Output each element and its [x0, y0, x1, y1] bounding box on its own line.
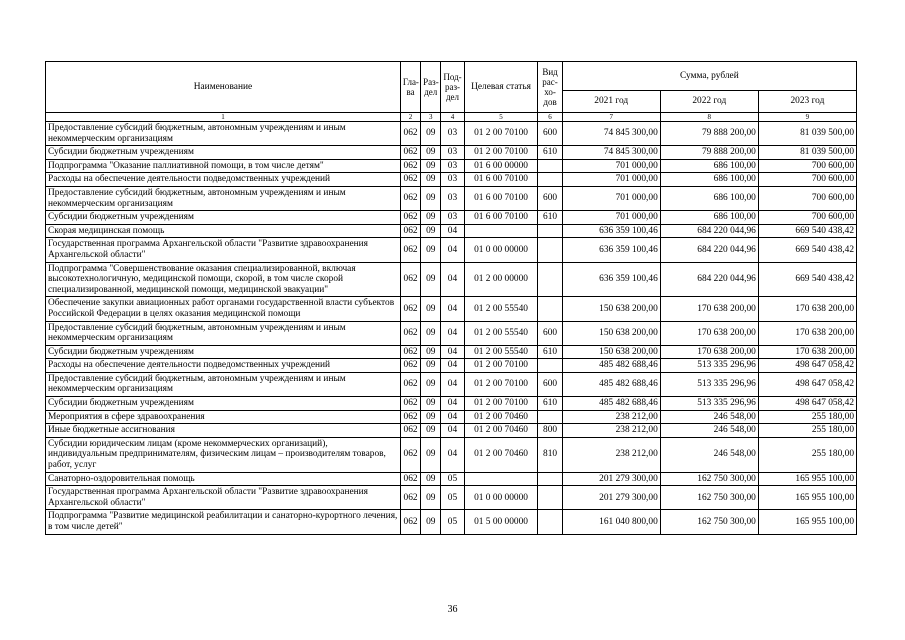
sum-2023-cell: 669 540 438,42: [758, 224, 856, 238]
razdel-cell: 09: [421, 122, 441, 146]
sum-2023-cell: 700 600,00: [758, 186, 856, 210]
vid-rashodov-cell: 610: [538, 146, 562, 160]
podrazdel-cell: 03: [441, 211, 464, 225]
sum-2022-cell: 170 638 200,00: [660, 297, 758, 321]
celevaya-statya-cell: 01 6 00 00000: [464, 159, 538, 173]
podrazdel-cell: 04: [441, 359, 464, 373]
vid-rashodov-cell: [538, 173, 562, 187]
razdel-cell: 09: [421, 410, 441, 424]
header-year-2023: 2023 год: [758, 91, 856, 113]
vid-rashodov-cell: 600: [538, 372, 562, 396]
glava-cell: 062: [400, 397, 420, 411]
celevaya-statya-cell: 01 6 00 70100: [464, 186, 538, 210]
column-numbers-row: [46, 113, 857, 122]
row-name-cell: Предоставление субсидий бюджетным, автономным учреждениям и иным некоммерческим организациям: [46, 372, 401, 396]
razdel-cell: 09: [421, 262, 441, 297]
sum-2022-cell: 686 100,00: [660, 186, 758, 210]
podrazdel-cell: 05: [441, 486, 464, 510]
sum-2022-cell: 79 888 200,00: [660, 122, 758, 146]
vid-rashodov-cell: [538, 359, 562, 373]
podrazdel-cell: 04: [441, 321, 464, 345]
sum-2023-cell: 165 955 100,00: [758, 486, 856, 510]
razdel-cell: 09: [421, 211, 441, 225]
table-row: [46, 345, 857, 359]
vid-rashodov-cell: [538, 238, 562, 262]
razdel-cell: 09: [421, 472, 441, 486]
podrazdel-cell: 04: [441, 224, 464, 238]
celevaya-statya-cell: 01 2 00 00000: [464, 262, 538, 297]
table-row: [46, 410, 857, 424]
sum-2023-cell: 700 600,00: [758, 211, 856, 225]
razdel-cell: 09: [421, 486, 441, 510]
glava-cell: 062: [400, 146, 420, 160]
row-name-cell: Подпрограмма "Оказание паллиативной помощи, в том числе детям": [46, 159, 401, 173]
sum-2021-cell: 74 845 300,00: [562, 122, 660, 146]
vid-rashodov-cell: [538, 472, 562, 486]
sum-2023-cell: 498 647 058,42: [758, 359, 856, 373]
sum-2021-cell: 636 359 100,46: [562, 262, 660, 297]
sum-2021-cell: 150 638 200,00: [562, 345, 660, 359]
sum-2021-cell: 238 212,00: [562, 437, 660, 472]
row-name-cell: Государственная программа Архангельской области "Развитие здравоохранения Архангельской области": [46, 238, 401, 262]
row-name-cell: Скорая медицинская помощь: [46, 224, 401, 238]
vid-rashodov-cell: [538, 486, 562, 510]
razdel-cell: 09: [421, 186, 441, 210]
column-number: 3: [421, 113, 441, 122]
razdel-cell: 09: [421, 159, 441, 173]
sum-2021-cell: 636 359 100,46: [562, 238, 660, 262]
sum-2023-cell: 700 600,00: [758, 173, 856, 187]
row-name-cell: Мероприятия в сфере здравоохранения: [46, 410, 401, 424]
sum-2023-cell: 498 647 058,42: [758, 397, 856, 411]
razdel-cell: 09: [421, 424, 441, 438]
vid-rashodov-cell: 600: [538, 186, 562, 210]
row-name-cell: Предоставление субсидий бюджетным, автономным учреждениям и иным некоммерческим организациям: [46, 186, 401, 210]
glava-cell: 062: [400, 186, 420, 210]
celevaya-statya-cell: 01 2 00 55540: [464, 345, 538, 359]
header-podrazdel: Под-раз-дел: [441, 62, 464, 113]
sum-2021-cell: 74 845 300,00: [562, 146, 660, 160]
row-name-cell: Обеспечение закупки авиационных работ органами государственной власти субъектов Российской Федерации в целях оказания медицинской помощи: [46, 297, 401, 321]
row-name-cell: Санаторно-оздоровительная помощь: [46, 472, 401, 486]
vid-rashodov-cell: [538, 262, 562, 297]
sum-2021-cell: 701 000,00: [562, 186, 660, 210]
sum-2022-cell: 513 335 296,96: [660, 397, 758, 411]
row-name-cell: Государственная программа Архангельской области "Развитие здравоохранения Архангельской области": [46, 486, 401, 510]
row-name-cell: Расходы на обеспечение деятельности подведомственных учреждений: [46, 359, 401, 373]
row-name-cell: Расходы на обеспечение деятельности подведомственных учреждений: [46, 173, 401, 187]
sum-2021-cell: 150 638 200,00: [562, 321, 660, 345]
table-row: [46, 122, 857, 146]
vid-rashodov-cell: [538, 224, 562, 238]
razdel-cell: 09: [421, 359, 441, 373]
sum-2021-cell: 150 638 200,00: [562, 297, 660, 321]
vid-rashodov-cell: 810: [538, 437, 562, 472]
sum-2022-cell: 684 220 044,96: [660, 238, 758, 262]
sum-2023-cell: 700 600,00: [758, 159, 856, 173]
sum-2023-cell: 165 955 100,00: [758, 472, 856, 486]
celevaya-statya-cell: 01 6 00 70100: [464, 211, 538, 225]
sum-2021-cell: 201 279 300,00: [562, 486, 660, 510]
header-summa: Сумма, рублей: [562, 62, 856, 91]
table-row: [46, 359, 857, 373]
vid-rashodov-cell: 610: [538, 211, 562, 225]
vid-rashodov-cell: [538, 410, 562, 424]
podrazdel-cell: 05: [441, 472, 464, 486]
glava-cell: 062: [400, 437, 420, 472]
table-body: [46, 113, 857, 535]
table-row: [46, 159, 857, 173]
table-row: [46, 424, 857, 438]
podrazdel-cell: 04: [441, 262, 464, 297]
sum-2022-cell: 162 750 300,00: [660, 486, 758, 510]
sum-2021-cell: 238 212,00: [562, 410, 660, 424]
table-row: [46, 472, 857, 486]
podrazdel-cell: 03: [441, 159, 464, 173]
glava-cell: 062: [400, 238, 420, 262]
column-number: 9: [758, 113, 856, 122]
glava-cell: 062: [400, 122, 420, 146]
glava-cell: 062: [400, 321, 420, 345]
podrazdel-cell: 03: [441, 146, 464, 160]
celevaya-statya-cell: 01 2 00 70460: [464, 410, 538, 424]
sum-2022-cell: 162 750 300,00: [660, 510, 758, 534]
header-vid-rashodov: Вид рас-хо-дов: [538, 62, 562, 113]
sum-2022-cell: 686 100,00: [660, 159, 758, 173]
razdel-cell: 09: [421, 397, 441, 411]
razdel-cell: 09: [421, 224, 441, 238]
table-header: [46, 62, 857, 113]
column-number: 5: [464, 113, 538, 122]
celevaya-statya-cell: 01 2 00 70460: [464, 424, 538, 438]
podrazdel-cell: 03: [441, 186, 464, 210]
celevaya-statya-cell: 01 2 00 70100: [464, 122, 538, 146]
podrazdel-cell: 04: [441, 424, 464, 438]
razdel-cell: 09: [421, 437, 441, 472]
glava-cell: 062: [400, 410, 420, 424]
podrazdel-cell: 04: [441, 410, 464, 424]
podrazdel-cell: 03: [441, 122, 464, 146]
sum-2022-cell: 246 548,00: [660, 437, 758, 472]
sum-2022-cell: 162 750 300,00: [660, 472, 758, 486]
sum-2021-cell: 485 482 688,46: [562, 372, 660, 396]
celevaya-statya-cell: [464, 472, 538, 486]
glava-cell: 062: [400, 472, 420, 486]
celevaya-statya-cell: 01 6 00 70100: [464, 173, 538, 187]
sum-2021-cell: 485 482 688,46: [562, 359, 660, 373]
celevaya-statya-cell: 01 2 00 55540: [464, 297, 538, 321]
table-row: [46, 146, 857, 160]
sum-2023-cell: 170 638 200,00: [758, 321, 856, 345]
podrazdel-cell: 04: [441, 345, 464, 359]
glava-cell: 062: [400, 424, 420, 438]
podrazdel-cell: 04: [441, 372, 464, 396]
sum-2021-cell: 161 040 800,00: [562, 510, 660, 534]
vid-rashodov-cell: [538, 510, 562, 534]
sum-2022-cell: 170 638 200,00: [660, 321, 758, 345]
glava-cell: 062: [400, 372, 420, 396]
glava-cell: 062: [400, 159, 420, 173]
sum-2022-cell: 684 220 044,96: [660, 224, 758, 238]
celevaya-statya-cell: 01 2 00 55540: [464, 321, 538, 345]
razdel-cell: 09: [421, 297, 441, 321]
glava-cell: 062: [400, 345, 420, 359]
razdel-cell: 09: [421, 510, 441, 534]
celevaya-statya-cell: 01 2 00 70100: [464, 372, 538, 396]
glava-cell: 062: [400, 486, 420, 510]
razdel-cell: 09: [421, 173, 441, 187]
table-row: [46, 437, 857, 472]
sum-2022-cell: 513 335 296,96: [660, 359, 758, 373]
glava-cell: 062: [400, 224, 420, 238]
table-row: [46, 173, 857, 187]
row-name-cell: Субсидии бюджетным учреждениям: [46, 345, 401, 359]
podrazdel-cell: 04: [441, 437, 464, 472]
glava-cell: 062: [400, 173, 420, 187]
header-name: Наименование: [46, 62, 401, 113]
header-celevaya-statya: Целевая статья: [464, 62, 538, 113]
razdel-cell: 09: [421, 345, 441, 359]
row-name-cell: Подпрограмма "Развитие медицинской реабилитации и санаторно-курортного лечения, в том числе детей": [46, 510, 401, 534]
sum-2023-cell: 255 180,00: [758, 424, 856, 438]
podrazdel-cell: 04: [441, 238, 464, 262]
sum-2022-cell: 170 638 200,00: [660, 345, 758, 359]
sum-2022-cell: 513 335 296,96: [660, 372, 758, 396]
sum-2023-cell: 170 638 200,00: [758, 297, 856, 321]
table-row: [46, 211, 857, 225]
razdel-cell: 09: [421, 238, 441, 262]
celevaya-statya-cell: 01 0 00 00000: [464, 486, 538, 510]
sum-2022-cell: 246 548,00: [660, 410, 758, 424]
column-number: 7: [562, 113, 660, 122]
budget-table: [45, 61, 857, 535]
row-name-cell: Иные бюджетные ассигнования: [46, 424, 401, 438]
table-row: [46, 486, 857, 510]
table-row: [46, 372, 857, 396]
table-row: [46, 510, 857, 534]
sum-2023-cell: 81 039 500,00: [758, 122, 856, 146]
celevaya-statya-cell: 01 2 00 70100: [464, 146, 538, 160]
glava-cell: 062: [400, 510, 420, 534]
celevaya-statya-cell: [464, 224, 538, 238]
sum-2021-cell: 636 359 100,46: [562, 224, 660, 238]
table-row: [46, 238, 857, 262]
razdel-cell: 09: [421, 321, 441, 345]
vid-rashodov-cell: 610: [538, 345, 562, 359]
sum-2023-cell: 81 039 500,00: [758, 146, 856, 160]
table-row: [46, 321, 857, 345]
sum-2021-cell: 701 000,00: [562, 173, 660, 187]
glava-cell: 062: [400, 211, 420, 225]
sum-2023-cell: 255 180,00: [758, 437, 856, 472]
sum-2023-cell: 165 955 100,00: [758, 510, 856, 534]
row-name-cell: Субсидии юридическим лицам (кроме некоммерческих организаций), индивидуальным предпринимателям, физическим лицам – производителям товаров, работ, услуг: [46, 437, 401, 472]
sum-2023-cell: 170 638 200,00: [758, 345, 856, 359]
column-number: 4: [441, 113, 464, 122]
sum-2023-cell: 255 180,00: [758, 410, 856, 424]
column-number: 6: [538, 113, 562, 122]
vid-rashodov-cell: [538, 297, 562, 321]
table-row: [46, 262, 857, 297]
sum-2022-cell: 684 220 044,96: [660, 262, 758, 297]
row-name-cell: Субсидии бюджетным учреждениям: [46, 211, 401, 225]
header-razdel: Раз-дел: [421, 62, 441, 113]
sum-2022-cell: 686 100,00: [660, 173, 758, 187]
razdel-cell: 09: [421, 146, 441, 160]
vid-rashodov-cell: [538, 159, 562, 173]
celevaya-statya-cell: 01 2 00 70100: [464, 359, 538, 373]
sum-2023-cell: 498 647 058,42: [758, 372, 856, 396]
sum-2021-cell: 701 000,00: [562, 159, 660, 173]
celevaya-statya-cell: 01 2 00 70460: [464, 437, 538, 472]
sum-2022-cell: 79 888 200,00: [660, 146, 758, 160]
sum-2023-cell: 669 540 438,42: [758, 238, 856, 262]
sum-2022-cell: 246 548,00: [660, 424, 758, 438]
table-row: [46, 397, 857, 411]
table-row: [46, 224, 857, 238]
podrazdel-cell: 05: [441, 510, 464, 534]
sum-2021-cell: 201 279 300,00: [562, 472, 660, 486]
sum-2021-cell: 238 212,00: [562, 424, 660, 438]
celevaya-statya-cell: 01 2 00 70100: [464, 397, 538, 411]
column-number: 2: [400, 113, 420, 122]
table-row: [46, 297, 857, 321]
celevaya-statya-cell: 01 0 00 00000: [464, 238, 538, 262]
glava-cell: 062: [400, 359, 420, 373]
podrazdel-cell: 04: [441, 297, 464, 321]
glava-cell: 062: [400, 262, 420, 297]
vid-rashodov-cell: 610: [538, 397, 562, 411]
row-name-cell: Предоставление субсидий бюджетным, автономным учреждениям и иным некоммерческим организациям: [46, 122, 401, 146]
podrazdel-cell: 03: [441, 173, 464, 187]
vid-rashodov-cell: 600: [538, 122, 562, 146]
header-year-2022: 2022 год: [660, 91, 758, 113]
row-name-cell: Подпрограмма "Совершенствование оказания специализированной, включая высокотехнологичную, медицинской помощи, скорой, в том числе скорой специализированной, медицинской помощи, медицинской эвакуации": [46, 262, 401, 297]
sum-2021-cell: 485 482 688,46: [562, 397, 660, 411]
razdel-cell: 09: [421, 372, 441, 396]
vid-rashodov-cell: 800: [538, 424, 562, 438]
glava-cell: 062: [400, 297, 420, 321]
header-glava: Гла-ва: [400, 62, 420, 113]
header-year-2021: 2021 год: [562, 91, 660, 113]
row-name-cell: Предоставление субсидий бюджетным, автономным учреждениям и иным некоммерческим организациям: [46, 321, 401, 345]
row-name-cell: Субсидии бюджетным учреждениям: [46, 146, 401, 160]
vid-rashodov-cell: 600: [538, 321, 562, 345]
budget-table-container: [45, 61, 857, 535]
page-number: 36: [447, 604, 458, 615]
podrazdel-cell: 04: [441, 397, 464, 411]
column-number: 1: [46, 113, 401, 122]
sum-2021-cell: 701 000,00: [562, 211, 660, 225]
row-name-cell: Субсидии бюджетным учреждениям: [46, 397, 401, 411]
sum-2022-cell: 686 100,00: [660, 211, 758, 225]
sum-2023-cell: 669 540 438,42: [758, 262, 856, 297]
table-row: [46, 186, 857, 210]
celevaya-statya-cell: 01 5 00 00000: [464, 510, 538, 534]
column-number: 8: [660, 113, 758, 122]
